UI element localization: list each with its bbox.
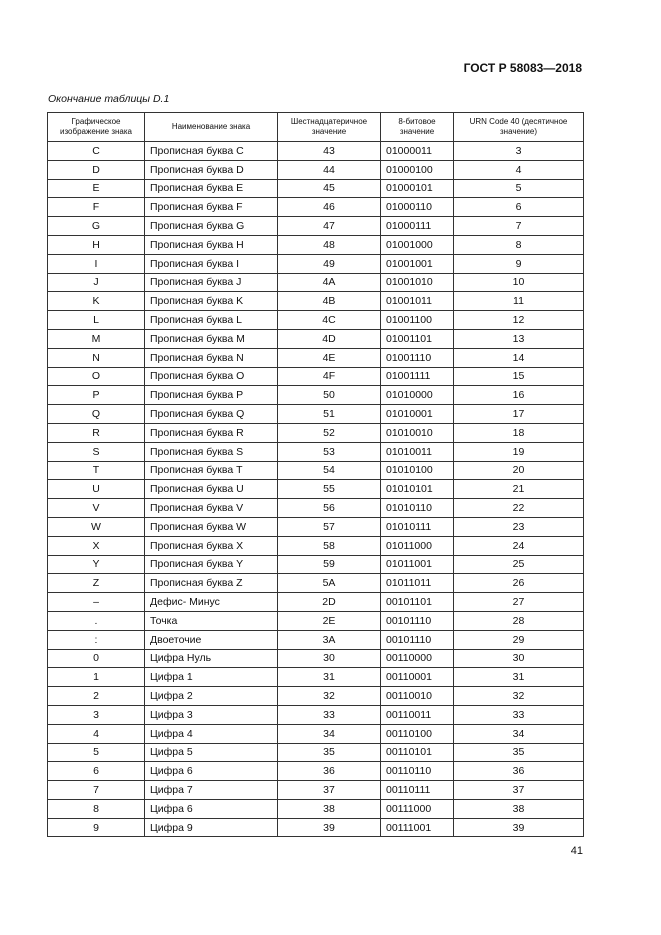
- cell-8bit: 01001110: [381, 348, 454, 367]
- cell-hex: 51: [278, 405, 381, 424]
- cell-8bit: 01001000: [381, 235, 454, 254]
- cell-graphic: :: [48, 630, 145, 649]
- table-row: [48, 423, 584, 442]
- cell-8bit: 00110101: [381, 743, 454, 762]
- cell-urn: 31: [454, 668, 584, 687]
- cell-graphic: M: [48, 329, 145, 348]
- standard-designation: ГОСТ Р 58083—2018: [463, 61, 582, 75]
- cell-hex: 5A: [278, 574, 381, 593]
- table-row: [48, 630, 584, 649]
- cell-graphic: 2: [48, 687, 145, 706]
- cell-graphic: D: [48, 160, 145, 179]
- cell-name: Прописная буква Q: [145, 405, 278, 424]
- cell-urn: 33: [454, 705, 584, 724]
- page-number: 41: [570, 845, 583, 857]
- cell-name: Прописная буква Z: [145, 574, 278, 593]
- table-row: [48, 818, 584, 837]
- cell-name: Прописная буква W: [145, 517, 278, 536]
- cell-hex: 38: [278, 799, 381, 818]
- cell-8bit: 00110000: [381, 649, 454, 668]
- cell-name: Прописная буква F: [145, 198, 278, 217]
- cell-hex: 2E: [278, 611, 381, 630]
- cell-hex: 59: [278, 555, 381, 574]
- table-row: [48, 499, 584, 518]
- cell-graphic: 5: [48, 743, 145, 762]
- character-code-table: [47, 112, 584, 837]
- cell-graphic: 3: [48, 705, 145, 724]
- table-row: [48, 555, 584, 574]
- cell-name: Цифра 6: [145, 762, 278, 781]
- cell-8bit: 01001001: [381, 254, 454, 273]
- cell-8bit: 01000101: [381, 179, 454, 198]
- cell-urn: 34: [454, 724, 584, 743]
- cell-hex: 4F: [278, 367, 381, 386]
- table-row: [48, 574, 584, 593]
- table-row: [48, 273, 584, 292]
- cell-name: Цифра 5: [145, 743, 278, 762]
- cell-hex: 57: [278, 517, 381, 536]
- cell-8bit: 00101110: [381, 611, 454, 630]
- cell-8bit: 01010000: [381, 386, 454, 405]
- cell-name: Цифра 6: [145, 799, 278, 818]
- cell-hex: 39: [278, 818, 381, 837]
- cell-urn: 13: [454, 329, 584, 348]
- cell-urn: 27: [454, 593, 584, 612]
- cell-name: Прописная буква O: [145, 367, 278, 386]
- cell-graphic: T: [48, 461, 145, 480]
- cell-hex: 58: [278, 536, 381, 555]
- cell-graphic: 8: [48, 799, 145, 818]
- cell-hex: 56: [278, 499, 381, 518]
- cell-graphic: .: [48, 611, 145, 630]
- cell-hex: 34: [278, 724, 381, 743]
- cell-8bit: 01001011: [381, 292, 454, 311]
- cell-hex: 4C: [278, 311, 381, 330]
- cell-hex: 50: [278, 386, 381, 405]
- cell-name: Цифра 3: [145, 705, 278, 724]
- cell-hex: 4B: [278, 292, 381, 311]
- cell-name: Цифра 4: [145, 724, 278, 743]
- cell-urn: 35: [454, 743, 584, 762]
- cell-graphic: 1: [48, 668, 145, 687]
- table-row: [48, 536, 584, 555]
- cell-hex: 35: [278, 743, 381, 762]
- cell-8bit: 01000110: [381, 198, 454, 217]
- cell-urn: 10: [454, 273, 584, 292]
- table-row: [48, 160, 584, 179]
- table-row: [48, 593, 584, 612]
- cell-graphic: K: [48, 292, 145, 311]
- cell-name: Прописная буква M: [145, 329, 278, 348]
- cell-urn: 30: [454, 649, 584, 668]
- cell-hex: 37: [278, 781, 381, 800]
- cell-urn: 38: [454, 799, 584, 818]
- cell-name: Двоеточие: [145, 630, 278, 649]
- cell-urn: 3: [454, 142, 584, 161]
- cell-urn: 16: [454, 386, 584, 405]
- table-row: [48, 217, 584, 236]
- cell-8bit: 01001010: [381, 273, 454, 292]
- cell-8bit: 01001111: [381, 367, 454, 386]
- cell-urn: 17: [454, 405, 584, 424]
- cell-8bit: 01001101: [381, 329, 454, 348]
- cell-urn: 20: [454, 461, 584, 480]
- cell-8bit: 01001100: [381, 311, 454, 330]
- cell-graphic: Q: [48, 405, 145, 424]
- cell-8bit: 01010101: [381, 480, 454, 499]
- cell-8bit: 01010111: [381, 517, 454, 536]
- table-row: [48, 724, 584, 743]
- cell-hex: 53: [278, 442, 381, 461]
- cell-hex: 46: [278, 198, 381, 217]
- cell-hex: 55: [278, 480, 381, 499]
- table-row: [48, 292, 584, 311]
- cell-urn: 24: [454, 536, 584, 555]
- cell-name: Прописная буква K: [145, 292, 278, 311]
- cell-urn: 25: [454, 555, 584, 574]
- table-caption: Окончание таблицы D.1: [48, 93, 170, 105]
- cell-graphic: F: [48, 198, 145, 217]
- cell-name: Точка: [145, 611, 278, 630]
- cell-name: Цифра 2: [145, 687, 278, 706]
- header-name: Наименование знака: [145, 113, 278, 142]
- header-urn: URN Code 40 (десятичное значение): [454, 113, 584, 142]
- cell-graphic: L: [48, 311, 145, 330]
- cell-hex: 3A: [278, 630, 381, 649]
- cell-name: Дефис- Минус: [145, 593, 278, 612]
- cell-8bit: 00101110: [381, 630, 454, 649]
- cell-hex: 33: [278, 705, 381, 724]
- table-row: [48, 198, 584, 217]
- cell-8bit: 00101101: [381, 593, 454, 612]
- cell-graphic: Y: [48, 555, 145, 574]
- cell-name: Прописная буква X: [145, 536, 278, 555]
- table-row: [48, 480, 584, 499]
- header-8bit: 8-битовое значение: [381, 113, 454, 142]
- cell-8bit: 01010110: [381, 499, 454, 518]
- table-row: [48, 348, 584, 367]
- cell-urn: 36: [454, 762, 584, 781]
- cell-hex: 4D: [278, 329, 381, 348]
- cell-urn: 5: [454, 179, 584, 198]
- cell-graphic: S: [48, 442, 145, 461]
- header-graphic: Графическое изображение знака: [48, 113, 145, 142]
- cell-graphic: 4: [48, 724, 145, 743]
- cell-8bit: 01000011: [381, 142, 454, 161]
- cell-urn: 39: [454, 818, 584, 837]
- cell-name: Прописная буква Y: [145, 555, 278, 574]
- cell-8bit: 01000100: [381, 160, 454, 179]
- cell-hex: 54: [278, 461, 381, 480]
- cell-graphic: X: [48, 536, 145, 555]
- cell-urn: 7: [454, 217, 584, 236]
- cell-graphic: O: [48, 367, 145, 386]
- cell-name: Прописная буква G: [145, 217, 278, 236]
- cell-graphic: R: [48, 423, 145, 442]
- cell-8bit: 01010011: [381, 442, 454, 461]
- cell-hex: 36: [278, 762, 381, 781]
- cell-name: Прописная буква L: [145, 311, 278, 330]
- cell-urn: 22: [454, 499, 584, 518]
- cell-8bit: 00110001: [381, 668, 454, 687]
- cell-name: Прописная буква C: [145, 142, 278, 161]
- cell-urn: 9: [454, 254, 584, 273]
- cell-urn: 37: [454, 781, 584, 800]
- cell-graphic: N: [48, 348, 145, 367]
- cell-graphic: 0: [48, 649, 145, 668]
- cell-hex: 47: [278, 217, 381, 236]
- table-row: [48, 442, 584, 461]
- cell-graphic: –: [48, 593, 145, 612]
- table-row: [48, 461, 584, 480]
- cell-hex: 44: [278, 160, 381, 179]
- table-row: [48, 668, 584, 687]
- header-hex: Шестнадцатеричное значение: [278, 113, 381, 142]
- cell-graphic: V: [48, 499, 145, 518]
- table-row: [48, 235, 584, 254]
- cell-name: Прописная буква T: [145, 461, 278, 480]
- cell-graphic: W: [48, 517, 145, 536]
- table-row: [48, 799, 584, 818]
- cell-name: Прописная буква S: [145, 442, 278, 461]
- cell-hex: 49: [278, 254, 381, 273]
- cell-graphic: I: [48, 254, 145, 273]
- table-row: [48, 517, 584, 536]
- cell-hex: 2D: [278, 593, 381, 612]
- table-row: [48, 329, 584, 348]
- cell-graphic: 7: [48, 781, 145, 800]
- table-header-row: [48, 113, 584, 142]
- cell-8bit: 01010100: [381, 461, 454, 480]
- table-row: [48, 611, 584, 630]
- cell-name: Цифра 7: [145, 781, 278, 800]
- cell-graphic: C: [48, 142, 145, 161]
- cell-hex: 52: [278, 423, 381, 442]
- cell-8bit: 00110110: [381, 762, 454, 781]
- cell-urn: 4: [454, 160, 584, 179]
- cell-8bit: 01011000: [381, 536, 454, 555]
- cell-graphic: 9: [48, 818, 145, 837]
- cell-urn: 18: [454, 423, 584, 442]
- cell-hex: 32: [278, 687, 381, 706]
- cell-name: Прописная буква H: [145, 235, 278, 254]
- cell-hex: 45: [278, 179, 381, 198]
- cell-graphic: G: [48, 217, 145, 236]
- cell-8bit: 01011001: [381, 555, 454, 574]
- cell-name: Цифра Нуль: [145, 649, 278, 668]
- cell-name: Прописная буква J: [145, 273, 278, 292]
- cell-graphic: H: [48, 235, 145, 254]
- cell-graphic: 6: [48, 762, 145, 781]
- cell-hex: 48: [278, 235, 381, 254]
- table-row: [48, 743, 584, 762]
- table-row: [48, 311, 584, 330]
- cell-urn: 23: [454, 517, 584, 536]
- cell-urn: 19: [454, 442, 584, 461]
- cell-urn: 12: [454, 311, 584, 330]
- cell-urn: 6: [454, 198, 584, 217]
- cell-name: Цифра 9: [145, 818, 278, 837]
- cell-urn: 29: [454, 630, 584, 649]
- cell-name: Прописная буква R: [145, 423, 278, 442]
- cell-8bit: 00110111: [381, 781, 454, 800]
- table-row: [48, 367, 584, 386]
- cell-name: Прописная буква D: [145, 160, 278, 179]
- cell-8bit: 01010001: [381, 405, 454, 424]
- table-row: [48, 762, 584, 781]
- cell-8bit: 00111000: [381, 799, 454, 818]
- cell-urn: 26: [454, 574, 584, 593]
- cell-urn: 14: [454, 348, 584, 367]
- cell-8bit: 00111001: [381, 818, 454, 837]
- cell-8bit: 01010010: [381, 423, 454, 442]
- cell-name: Прописная буква I: [145, 254, 278, 273]
- cell-hex: 43: [278, 142, 381, 161]
- cell-urn: 11: [454, 292, 584, 311]
- cell-urn: 32: [454, 687, 584, 706]
- cell-graphic: P: [48, 386, 145, 405]
- cell-urn: 21: [454, 480, 584, 499]
- cell-8bit: 00110010: [381, 687, 454, 706]
- cell-graphic: Z: [48, 574, 145, 593]
- cell-8bit: 00110100: [381, 724, 454, 743]
- cell-hex: 4A: [278, 273, 381, 292]
- table-row: [48, 254, 584, 273]
- cell-urn: 8: [454, 235, 584, 254]
- table-row: [48, 649, 584, 668]
- table-row: [48, 386, 584, 405]
- cell-name: Прописная буква E: [145, 179, 278, 198]
- cell-8bit: 00110011: [381, 705, 454, 724]
- cell-hex: 30: [278, 649, 381, 668]
- table-row: [48, 405, 584, 424]
- cell-hex: 4E: [278, 348, 381, 367]
- cell-8bit: 01000111: [381, 217, 454, 236]
- cell-urn: 28: [454, 611, 584, 630]
- cell-name: Прописная буква U: [145, 480, 278, 499]
- cell-graphic: U: [48, 480, 145, 499]
- cell-name: Прописная буква N: [145, 348, 278, 367]
- table-row: [48, 705, 584, 724]
- cell-graphic: E: [48, 179, 145, 198]
- cell-name: Прописная буква V: [145, 499, 278, 518]
- cell-name: Цифра 1: [145, 668, 278, 687]
- cell-hex: 31: [278, 668, 381, 687]
- cell-8bit: 01011011: [381, 574, 454, 593]
- cell-name: Прописная буква P: [145, 386, 278, 405]
- cell-urn: 15: [454, 367, 584, 386]
- cell-graphic: J: [48, 273, 145, 292]
- table-row: [48, 781, 584, 800]
- table-row: [48, 142, 584, 161]
- table-row: [48, 687, 584, 706]
- table-row: [48, 179, 584, 198]
